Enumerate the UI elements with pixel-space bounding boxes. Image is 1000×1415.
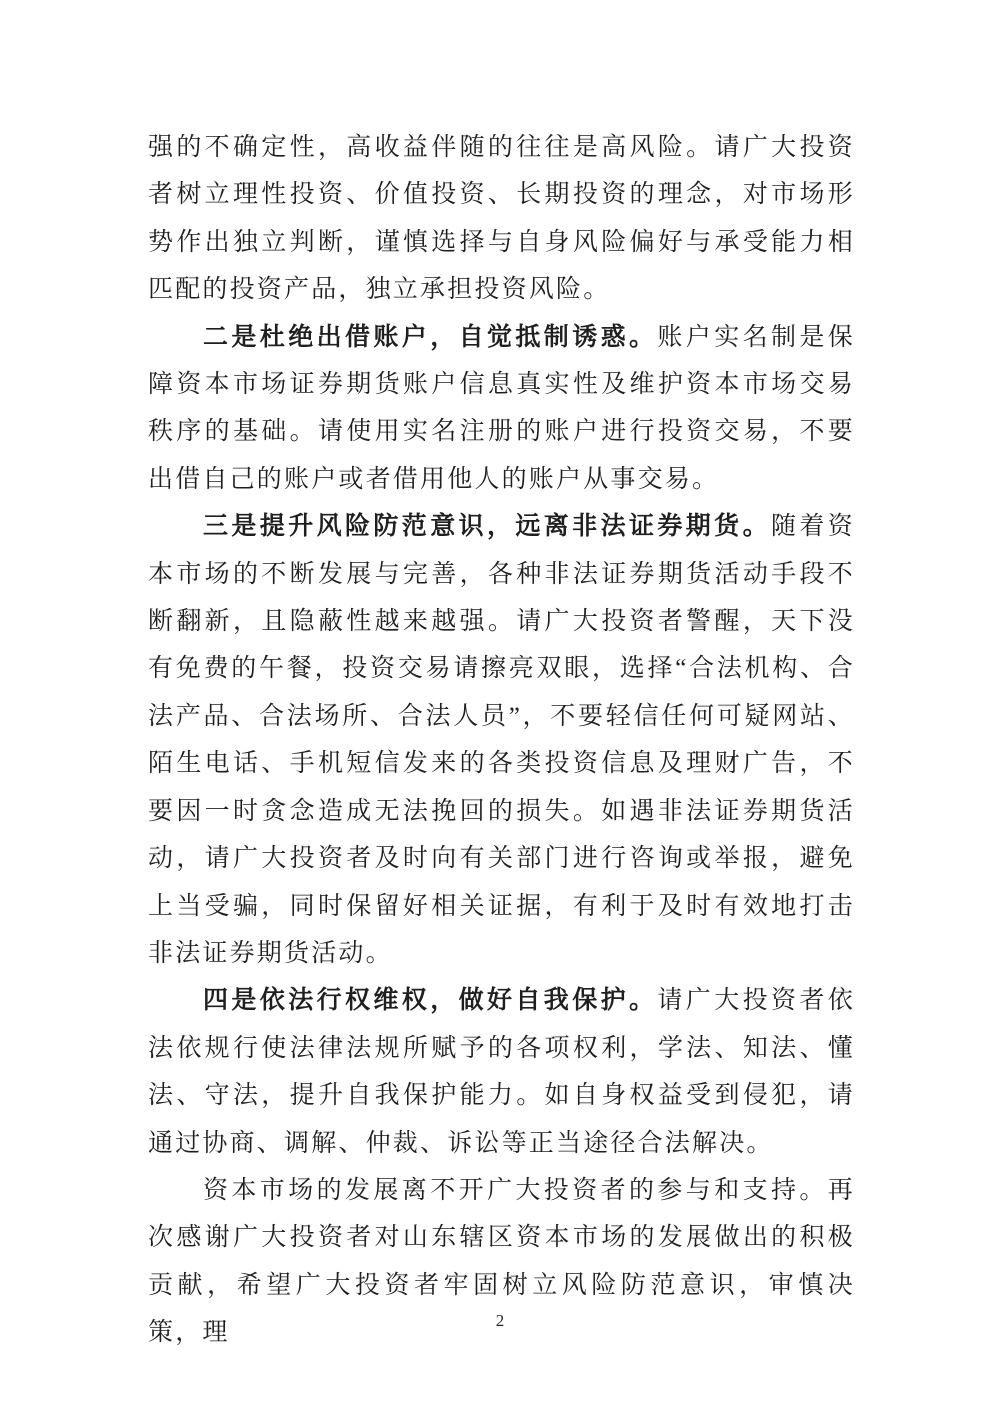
paragraph-text: 强的不确定性，高收益伴随的往往是高风险。请广大投资者树立理性投资、价值投资、长期投资的理念，对市场形势作出独立判断，谨慎选择与自身风险偏好与承受能力相匹配的投资产品，独立承担投资风险。 (148, 134, 855, 304)
paragraph-lead: 三是提升风险防范意识，远离非法证券期货。 (203, 513, 771, 541)
paragraph-text: 账户实名制是保障资本市场证券期货账户信息真实性及维护资本市场交易秩序的基础。请使用实名注册的账户进行投资交易，不要出借自己的账户或者借用他人的账户从事交易。 (148, 323, 856, 493)
paragraph-text: 资本市场的发展离不开广大投资者的参与和支持。再次感谢广大投资者对山东辖区资本市场的发展做出的积极贡献，希望广大投资者牢固树立风险防范意识，审慎决策，理 (148, 1176, 855, 1347)
paragraph-account-lending (148, 314, 855, 504)
document-body (148, 124, 855, 1357)
paragraph-text: 随着资本市场的不断发展与完善，各种非法证券期货活动手段不断翻新，且隐蔽性越来越强。请广大投资者警醒，天下没有免费的午餐，投资交易请擦亮双眼，选择“合法机构、合法产品、合法场所、合法人员”，不要轻信任何可疑网站、陌生电话、手机短信发来的各类投资信息及理财广告，不要因一时贪念造成无法挽回的损失。如遇非法证券期货活动，请广大投资者及时向有关部门进行咨询或举报，避免上当受骗，同时保留好相关证据，有利于及时有效地打击非法证券期货活动。 (148, 513, 855, 967)
page-number: 2 (495, 1311, 505, 1330)
paragraph-illegal-securities (148, 503, 855, 977)
paragraph-risk-awareness (148, 124, 855, 314)
paragraph-text: 请广大投资者依法依规行使法律法规所赋予的各项权利，学法、知法、懂法、守法，提升自我保护能力。如自身权益受到侵犯，请通过协商、调解、仲裁、诉讼等正当途径合法解决。 (148, 987, 856, 1157)
paragraph-lead: 二是杜绝出借账户，自觉抵制诱惑。 (203, 323, 658, 351)
paragraph-legal-rights (148, 977, 855, 1167)
paragraph-lead: 四是依法行权维权，做好自我保护。 (203, 987, 658, 1015)
